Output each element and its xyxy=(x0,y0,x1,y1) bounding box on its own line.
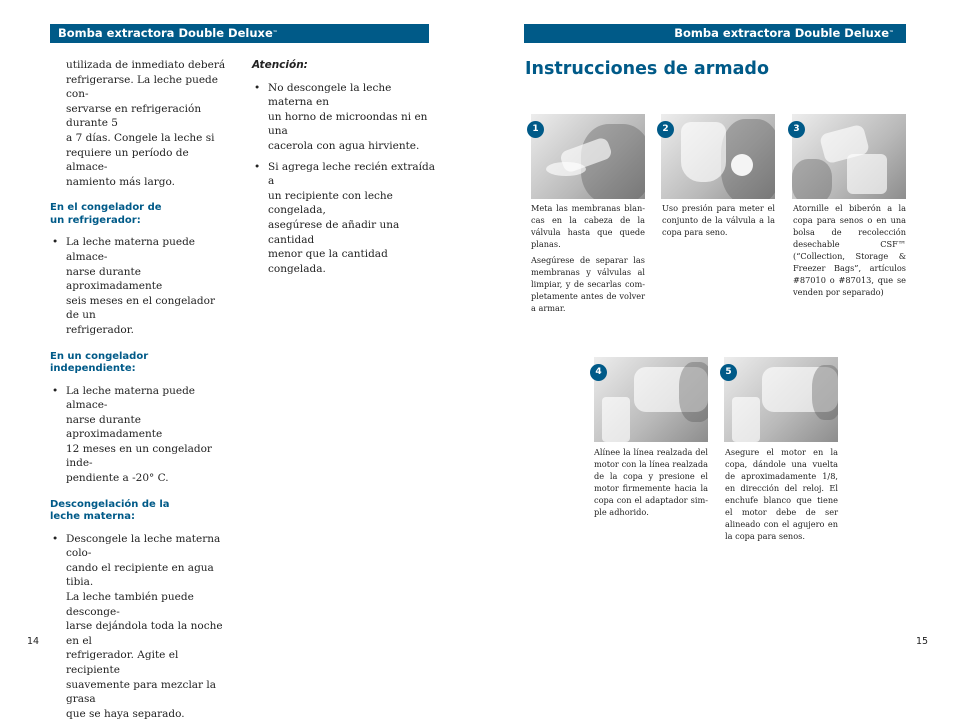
bullet-no-microwave: • No descongele la leche materna en un horno de microondas ni en una cacerola con agua hirviente. xyxy=(254,81,428,152)
intro-paragraph: utilizada de inmediato deberá refrigerarse. La leche puede con- servarse en refrigeración durante 5 a 7 días. Congele la leche si requiere un período de almace- namiento más largo. xyxy=(66,59,226,188)
step-3-number: 3 xyxy=(788,121,805,138)
step-2-caption: Uso presión para meter el conjunto de la válvula a la copa para seno. xyxy=(662,203,775,237)
step-1-number: 1 xyxy=(527,121,544,138)
page-header-left: Bomba extractora Double Deluxe™ xyxy=(50,24,429,43)
step-4-number: 4 xyxy=(590,364,607,381)
bullet-add-fresh-milk: • Si agrega leche recién extraída a un recipiente con leche congelada, asegúrese de añadir una cantidad menor que la cantidad congelada. xyxy=(254,160,435,275)
step-5-caption: Asegure el motor en la copa, dándole una vuelta de aproximadamente 1/8, en dirección del reloj. El enchufe blanco que tiene el motor debe de ser alineado con el agujero en la copa para senos. xyxy=(725,447,839,541)
page-number-right: 15 xyxy=(916,636,929,647)
section-heading-thawing: Descongelación de la leche materna: xyxy=(50,498,170,523)
step-3-caption: Atornille el biberón a la copa para senos o en una bolsa de recolección desechable CSF™ (“Collection, Storage & Freezer Bags”, artículos #87010 o #87013, que se venden por separado) xyxy=(793,203,906,297)
attention-heading: Atención: xyxy=(252,59,308,71)
step-2-number: 2 xyxy=(657,121,674,138)
page-number-left: 14 xyxy=(27,636,40,647)
left-column-2 xyxy=(252,58,437,276)
bullet-deep-freezer: • La leche materna puede almace- narse durante aproximadamente 12 meses en un congelador inde- pendiente a -20° C. xyxy=(52,384,212,485)
left-column-1 xyxy=(50,58,230,721)
step-1-caption: Meta las membranas blan- cas en la cabeza de la válvula hasta que quede planas. Asegúrese de separar las membranas y válvulas al limpiar, y de secarlas com- pletamente antes de volver a armar. xyxy=(531,203,645,313)
step-3-photo xyxy=(792,114,906,199)
step-4-photo xyxy=(594,357,708,442)
step-4-caption: Alínee la línea realzada del motor con la línea realzada de la copa y presione el motor firmemente hacia la copa con el adaptador sim- ple adhorido. xyxy=(594,447,708,517)
bullet-fridge-freezer: • La leche materna puede almace- narse durante aproximadamente seis meses en el congelador de un refrigerador. xyxy=(52,236,215,336)
step-1-photo xyxy=(531,114,645,199)
section-heading-fridge-freezer: En el congelador de un refrigerador: xyxy=(50,202,162,226)
step-2-photo xyxy=(661,114,775,199)
section-heading-deep-freezer: En un congelador independiente: xyxy=(50,350,149,374)
step-5-number: 5 xyxy=(720,364,737,381)
page-title: Instrucciones de armado xyxy=(525,59,769,79)
page-header-right: Bomba extractora Double Deluxe™ xyxy=(524,24,906,43)
step-5-photo xyxy=(724,357,838,442)
bullet-thawing: • Descongele la leche materna colo- cando el recipiente en agua tibia. La leche también puede desconge- larse dejándola toda la noche en el refrigerador. Agite el recipiente suavemente para mezclar la grasa que se haya separado. xyxy=(52,532,223,720)
